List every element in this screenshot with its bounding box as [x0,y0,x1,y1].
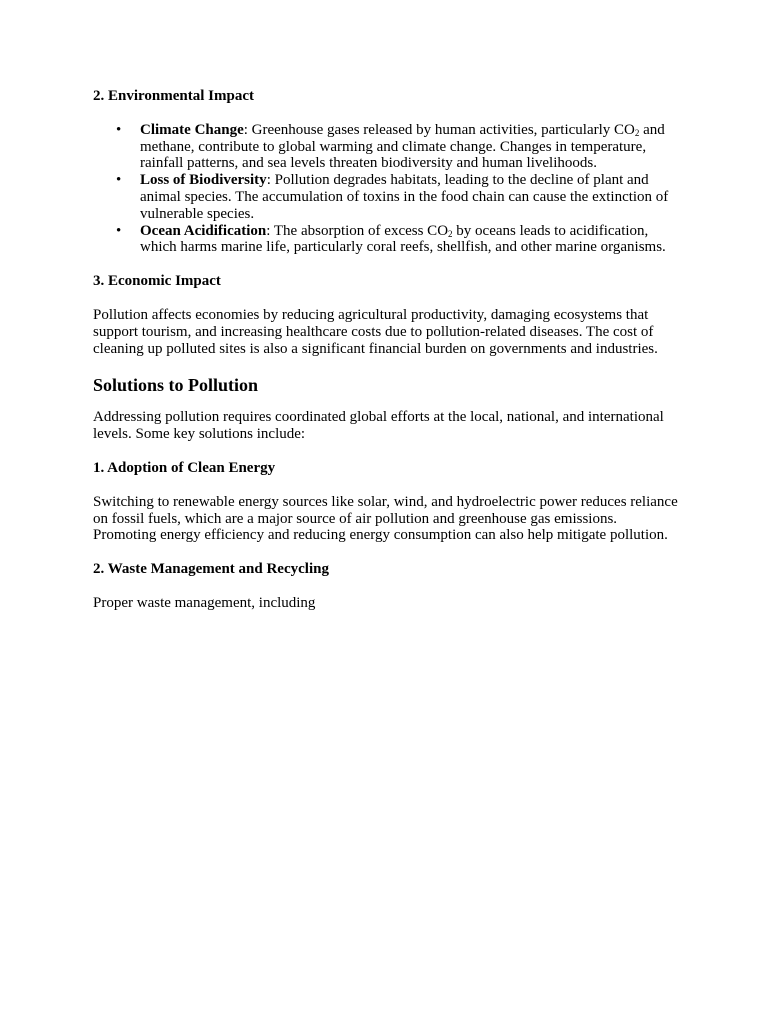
environmental-impact-heading: 2. Environmental Impact [93,88,254,104]
term-climate-change: Climate Change [140,121,244,138]
list-item-climate-change [116,121,678,172]
ocean-acidification-text-a: : The absorption of excess CO [266,222,449,239]
list-item-ocean-acidification [116,222,678,257]
bullet-icon: • [116,222,122,239]
co2-subscript: 2 [448,228,453,239]
clean-energy-paragraph: Switching to renewable energy sources like solar, wind, and hydroelectric power reduces reliance on fossil fuels, which are a major source of air pollution and greenhouse gas emissions. Promoting energy efficiency and reducing energy consumption can also help mitigate pollution. [93,493,678,544]
bullet-icon: • [116,121,122,138]
bullet-icon: • [116,172,122,189]
co2-subscript: 2 [634,127,640,138]
document-page [93,88,678,612]
waste-management-paragraph: Proper waste management, including [93,594,316,611]
waste-management-heading: 2. Waste Management and Recycling [93,561,329,578]
clean-energy-heading: 1. Adoption of Clean Energy [93,459,276,476]
ocean-acidification-text-b: by oceans leads to acidification, which harms marine life, particularly coral reefs, shellfish, and other marine organisms. [140,222,666,256]
loss-of-biodiversity-text: : Pollution degrades habitats, leading to the decline of plant and animal species. The accumulation of toxins in the food chain can cause the extinction of vulnerable species. [140,172,669,222]
climate-change-text-a: : Greenhouse gases released by human activities, particularly CO [243,121,635,138]
solutions-heading: Solutions to Pollution [93,375,259,396]
economic-impact-heading: 3. Economic Impact [93,273,221,290]
climate-change-text-b: and methane, contribute to global warming and climate change. Changes in temperature, rainfall patterns, and sea levels threaten biodiversity and human livelihoods. [140,121,665,172]
list-item-loss-of-biodiversity [116,172,678,222]
environmental-impact-list [93,122,678,256]
term-loss-of-biodiversity: Loss of Biodiversity [140,172,267,189]
solutions-intro-paragraph: Addressing pollution requires coordinated global efforts at the local, national, and international levels. Some key solutions include: [93,409,664,443]
economic-impact-paragraph: Pollution affects economies by reducing agricultural productivity, damaging ecosystems that support tourism, and increasing healthcare costs due to pollution-related diseases. The cost of cleaning up polluted sites is also a significant financial burden on governments and industries. [93,306,658,357]
term-ocean-acidification: Ocean Acidification [140,222,267,239]
